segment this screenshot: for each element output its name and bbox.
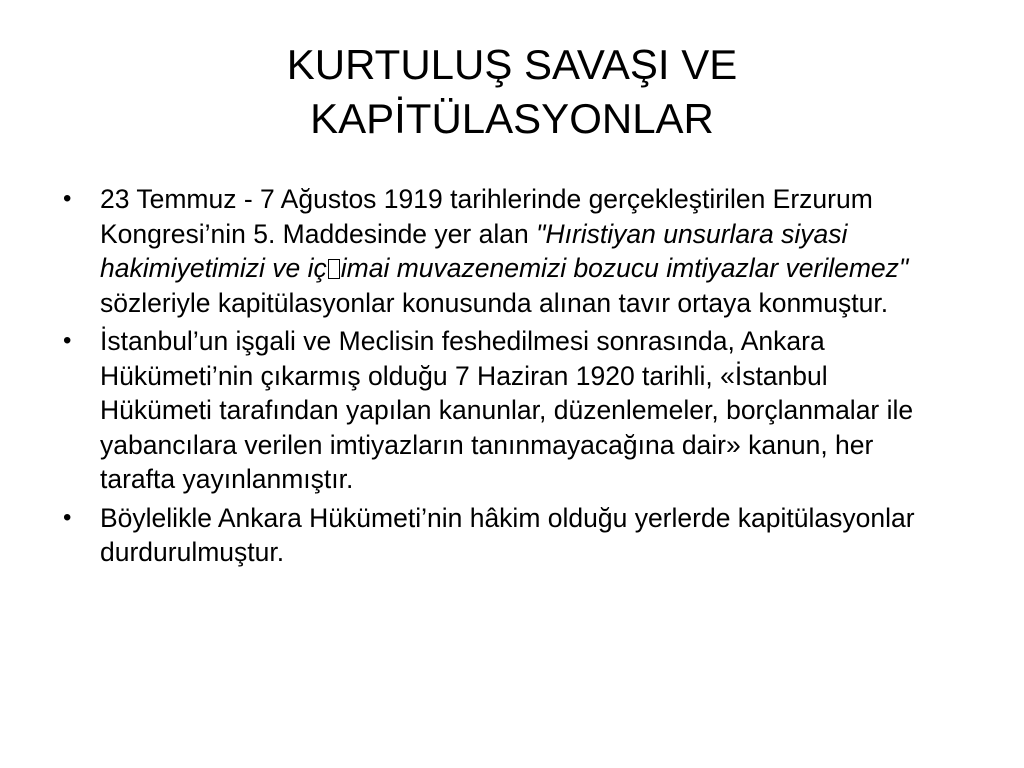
bullet-text: İstanbul’un işgali ve Meclisin feshedilmesi sonrasında, Ankara Hükümeti’nin çıkarmış olduğu 7 Haziran 1920 tarihli, «İstanbul Hükümeti tarafından yapılan kanunlar, düzenlemeler, borçlanmalar ile yabancılara verilen imtiyazların tanınmayacağına dair» kanun, her tarafta yayınlanmıştır. xyxy=(100,326,914,494)
bullet-item-ankara xyxy=(60,501,940,570)
bullet-list xyxy=(60,182,940,574)
missing-glyph-icon xyxy=(328,259,340,279)
bullet-icon: • xyxy=(63,185,72,212)
bullet-icon: • xyxy=(63,327,72,354)
bullet-icon: • xyxy=(63,503,72,531)
bullet-quote-part-2: imai muvazenemizi bozucu imtiyazlar verilemez" xyxy=(340,253,909,283)
bullet-item-istanbul xyxy=(60,324,940,497)
bullet-item-erzurum xyxy=(60,182,940,320)
bullet-quote-part-1: "Hıristiyan unsurlara siyasi hakimiyetimizi ve iç xyxy=(100,218,848,283)
slide-title-line-1: KURTULUŞ SAVAŞI VE xyxy=(286,41,738,88)
slide-title-line-2: KAPİTÜLASYONLAR xyxy=(310,95,714,142)
bullet-text: Böylelikle Ankara Hükümeti’nin hâkim olduğu yerlerde kapitülasyonlar durdurulmuştur. xyxy=(100,502,915,567)
slide-title xyxy=(60,38,964,146)
bullet-text-pre: 23 Temmuz - 7 Ağustos 1919 tarihlerinde gerçekleştirilen Erzurum Kongresi’nin 5. Maddesinde yer alan xyxy=(100,184,873,249)
bullet-text-post: sözleriyle kapitülasyonlar konusunda alınan tavır ortaya konmuştur. xyxy=(100,287,889,318)
